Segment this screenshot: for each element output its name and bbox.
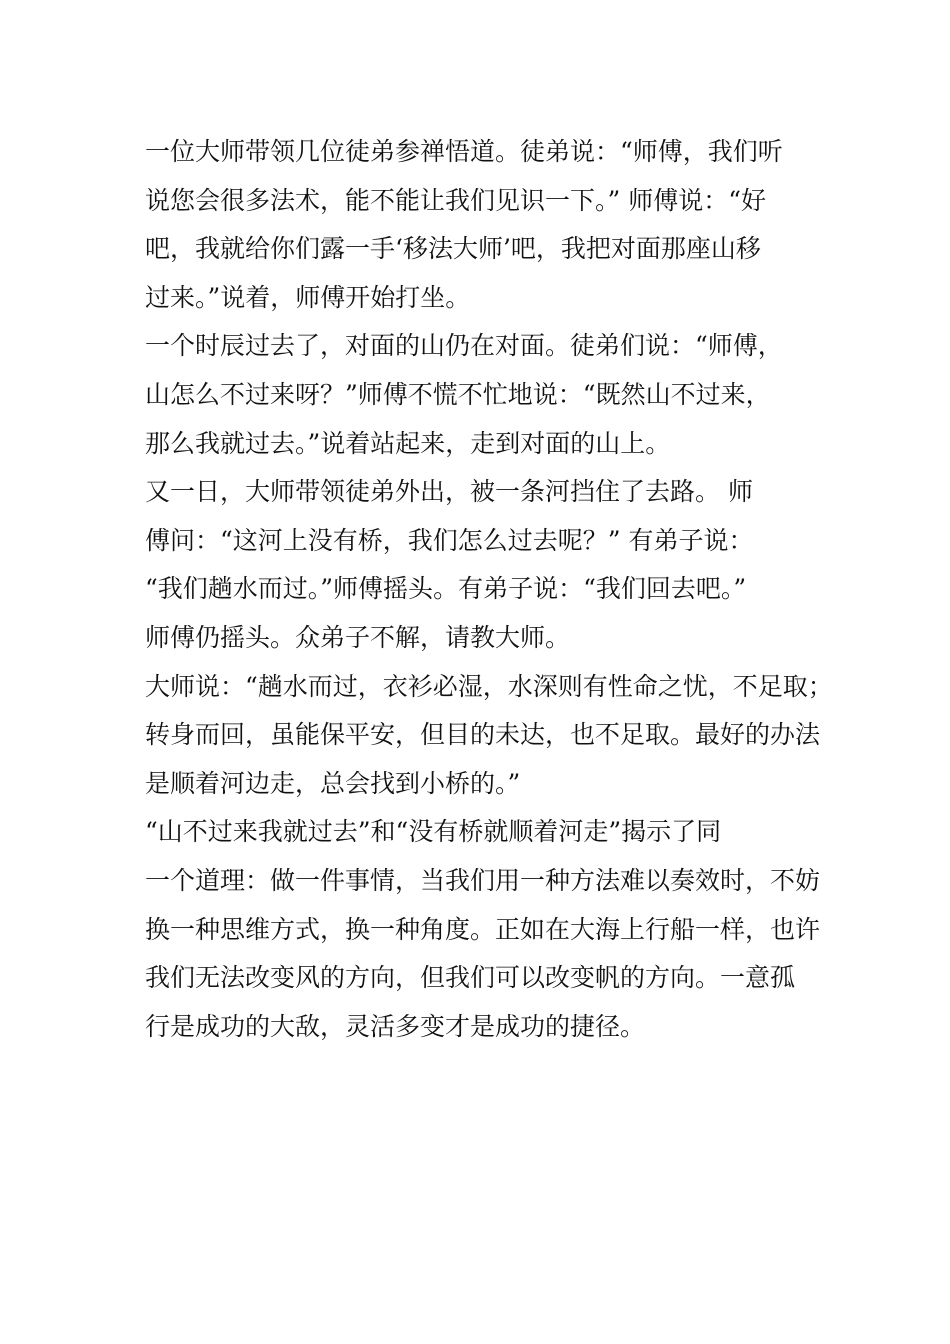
text-line: 一个道理：做一件事情，当我们用一种方法难以奏效时，不妨: [145, 865, 821, 895]
text-line: 傅问：“这河上没有桥，我们怎么过去呢？” 有弟子说：: [145, 525, 754, 555]
text-line: 一个时辰过去了，对面的山仍在对面。徒弟们说：“师傅，: [145, 331, 783, 361]
document-body: [145, 128, 833, 1051]
paragraph-2: [145, 322, 825, 468]
text-line: “山不过来我就过去”和“没有桥就顺着河走”揭示了同: [145, 817, 722, 847]
text-line: 又一日，大师带领徒弟外出，被一条河挡住了去路。 师: [145, 477, 753, 507]
text-line: 过来。”说着，师傅开始打坐。: [145, 282, 471, 312]
text-line: 一位大师带领几位徒弟参禅悟道。徒弟说：“师傅，我们听: [145, 137, 783, 166]
paragraph-1: [145, 128, 825, 322]
text-line: 山怎么不过来呀？”师傅不慌不忙地说：“既然山不过来，: [145, 379, 771, 409]
paragraph-5: [145, 808, 825, 1051]
text-line: 我们无法改变风的方向，但我们可以改变帆的方向。一意孤: [145, 963, 796, 993]
text-line: 行是成功的大敌，灵活多变才是成功的捷径。: [145, 1011, 646, 1041]
text-line: 那么我就过去。”说着站起来，走到对面的山上。: [145, 428, 671, 458]
text-line: 换一种思维方式，换一种角度。正如在大海上行船一样，也许: [145, 914, 821, 944]
text-line: 说您会很多法术，能不能让我们见识一下。” 师傅说：“好: [145, 185, 767, 215]
text-line: “我们趟水而过。”师傅摇头。有弟子说：“我们回去吧。”: [145, 574, 747, 604]
text-line: 吧，我就给你们露一手‘移法大师’吧，我把对面那座山移: [145, 234, 761, 264]
text-line: 转身而回，虽能保平安，但目的未达，也不足取。最好的办法: [145, 720, 821, 750]
paragraph-4: [145, 663, 833, 809]
text-line: 是顺着河边走，总会找到小桥的。”: [145, 768, 521, 798]
paragraph-3: [145, 468, 825, 662]
text-line: 师傅仍摇头。众弟子不解，请教大师。: [145, 622, 571, 652]
text-line: 大师说：“趟水而过，衣衫必湿，水深则有性命之忧，不足取；: [145, 671, 833, 701]
